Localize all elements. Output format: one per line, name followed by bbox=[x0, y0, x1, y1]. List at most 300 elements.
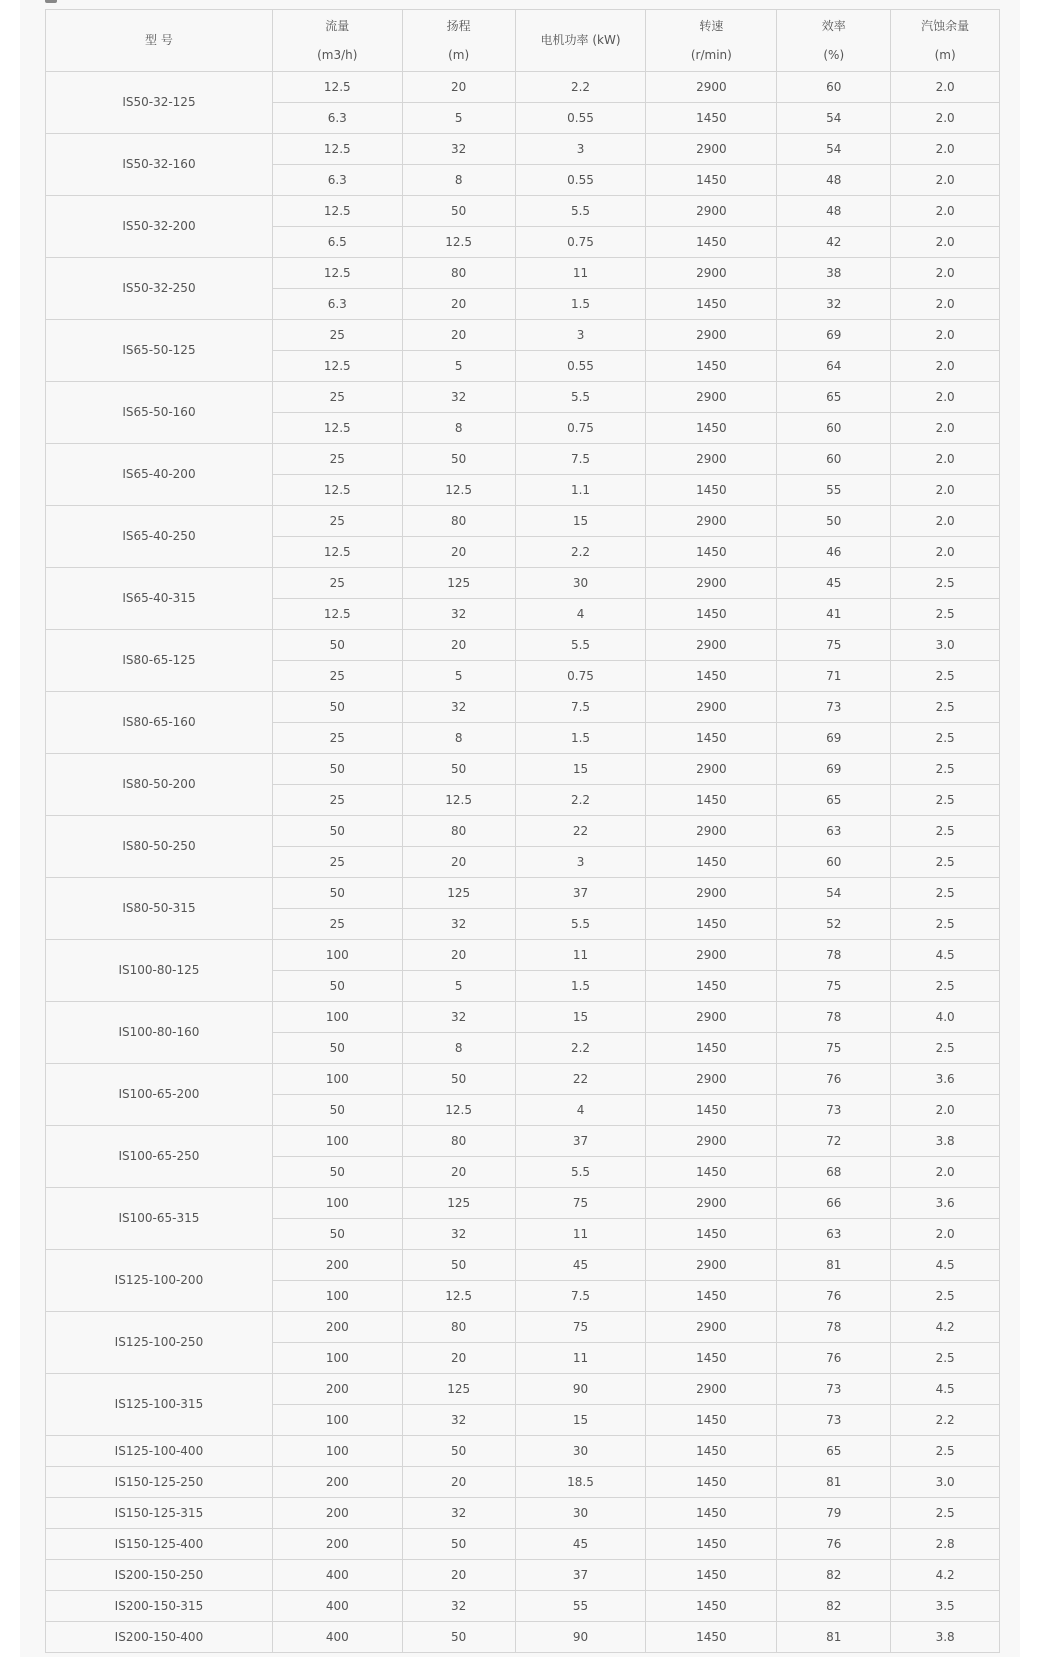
motor-power-cell: 5.5 bbox=[515, 196, 646, 227]
model-cell: IS65-50-160 bbox=[46, 382, 273, 444]
speed-cell: 1450 bbox=[646, 909, 777, 940]
head-cell: 5 bbox=[402, 103, 515, 134]
head-cell: 5 bbox=[402, 661, 515, 692]
head-cell: 50 bbox=[402, 196, 515, 227]
table-row bbox=[46, 320, 1000, 351]
npsh-cell: 2.0 bbox=[891, 258, 1000, 289]
npsh-cell: 3.0 bbox=[891, 1467, 1000, 1498]
npsh-cell: 2.5 bbox=[891, 1033, 1000, 1064]
flow-cell: 25 bbox=[272, 785, 402, 816]
motor-power-cell: 37 bbox=[515, 1126, 646, 1157]
npsh-cell: 3.6 bbox=[891, 1064, 1000, 1095]
model-cell: IS150-125-400 bbox=[46, 1529, 273, 1560]
speed-cell: 2900 bbox=[646, 1250, 777, 1281]
motor-power-cell: 5.5 bbox=[515, 909, 646, 940]
flow-cell: 25 bbox=[272, 568, 402, 599]
table-row bbox=[46, 568, 1000, 599]
speed-cell: 2900 bbox=[646, 506, 777, 537]
head-cell: 32 bbox=[402, 1405, 515, 1436]
speed-cell: 1450 bbox=[646, 847, 777, 878]
motor-power-cell: 37 bbox=[515, 878, 646, 909]
motor-power-cell: 4 bbox=[515, 1095, 646, 1126]
efficiency-cell: 63 bbox=[777, 816, 891, 847]
npsh-cell: 2.0 bbox=[891, 72, 1000, 103]
speed-cell: 2900 bbox=[646, 72, 777, 103]
flow-cell: 12.5 bbox=[272, 413, 402, 444]
npsh-cell: 2.0 bbox=[891, 444, 1000, 475]
efficiency-cell: 75 bbox=[777, 971, 891, 1002]
table-row bbox=[46, 258, 1000, 289]
head-cell: 20 bbox=[402, 847, 515, 878]
speed-cell: 2900 bbox=[646, 878, 777, 909]
efficiency-cell: 65 bbox=[777, 382, 891, 413]
flow-cell: 100 bbox=[272, 1064, 402, 1095]
head-cell: 50 bbox=[402, 1436, 515, 1467]
speed-cell: 1450 bbox=[646, 1467, 777, 1498]
npsh-cell: 2.5 bbox=[891, 971, 1000, 1002]
npsh-cell: 4.5 bbox=[891, 940, 1000, 971]
speed-cell: 1450 bbox=[646, 1498, 777, 1529]
flow-cell: 50 bbox=[272, 1219, 402, 1250]
speed-cell: 1450 bbox=[646, 723, 777, 754]
motor-power-cell: 0.75 bbox=[515, 661, 646, 692]
table-row bbox=[46, 1529, 1000, 1560]
model-cell: IS100-65-200 bbox=[46, 1064, 273, 1126]
motor-power-cell: 5.5 bbox=[515, 1157, 646, 1188]
speed-cell: 1450 bbox=[646, 1622, 777, 1653]
head-cell: 20 bbox=[402, 1560, 515, 1591]
motor-power-cell: 90 bbox=[515, 1374, 646, 1405]
npsh-cell: 2.5 bbox=[891, 754, 1000, 785]
table-row bbox=[46, 1560, 1000, 1591]
npsh-cell: 3.5 bbox=[891, 1591, 1000, 1622]
efficiency-cell: 73 bbox=[777, 692, 891, 723]
table-row bbox=[46, 1498, 1000, 1529]
head-cell: 5 bbox=[402, 971, 515, 1002]
model-cell: IS100-80-125 bbox=[46, 940, 273, 1002]
efficiency-cell: 68 bbox=[777, 1157, 891, 1188]
motor-power-cell: 2.2 bbox=[515, 72, 646, 103]
flow-cell: 50 bbox=[272, 971, 402, 1002]
motor-power-cell: 15 bbox=[515, 506, 646, 537]
motor-power-cell: 7.5 bbox=[515, 1281, 646, 1312]
efficiency-cell: 54 bbox=[777, 103, 891, 134]
speed-cell: 1450 bbox=[646, 1033, 777, 1064]
table-row bbox=[46, 134, 1000, 165]
npsh-cell: 2.0 bbox=[891, 103, 1000, 134]
flow-cell: 100 bbox=[272, 1002, 402, 1033]
head-cell: 50 bbox=[402, 1622, 515, 1653]
speed-cell: 1450 bbox=[646, 661, 777, 692]
speed-cell: 1450 bbox=[646, 475, 777, 506]
head-cell: 20 bbox=[402, 1343, 515, 1374]
flow-cell: 12.5 bbox=[272, 351, 402, 382]
motor-power-cell: 22 bbox=[515, 816, 646, 847]
npsh-cell: 2.0 bbox=[891, 506, 1000, 537]
speed-cell: 1450 bbox=[646, 1157, 777, 1188]
motor-power-cell: 2.2 bbox=[515, 785, 646, 816]
head-cell: 5 bbox=[402, 351, 515, 382]
speed-cell: 2900 bbox=[646, 754, 777, 785]
efficiency-cell: 73 bbox=[777, 1405, 891, 1436]
head-cell: 80 bbox=[402, 1312, 515, 1343]
head-cell: 12.5 bbox=[402, 475, 515, 506]
motor-power-cell: 45 bbox=[515, 1529, 646, 1560]
model-cell: IS65-40-315 bbox=[46, 568, 273, 630]
flow-cell: 12.5 bbox=[272, 196, 402, 227]
npsh-cell: 2.0 bbox=[891, 320, 1000, 351]
flow-cell: 25 bbox=[272, 506, 402, 537]
head-cell: 8 bbox=[402, 1033, 515, 1064]
npsh-cell: 2.8 bbox=[891, 1529, 1000, 1560]
speed-cell: 1450 bbox=[646, 413, 777, 444]
model-cell: IS50-32-160 bbox=[46, 134, 273, 196]
table-row bbox=[46, 1002, 1000, 1033]
head-cell: 80 bbox=[402, 1126, 515, 1157]
head-cell: 20 bbox=[402, 1157, 515, 1188]
table-row bbox=[46, 1126, 1000, 1157]
efficiency-cell: 52 bbox=[777, 909, 891, 940]
flow-cell: 25 bbox=[272, 320, 402, 351]
model-cell: IS100-65-315 bbox=[46, 1188, 273, 1250]
speed-cell: 2900 bbox=[646, 630, 777, 661]
header-flow: 流量 (m3/h) bbox=[272, 10, 402, 72]
top-fragment bbox=[45, 0, 57, 3]
motor-power-cell: 3 bbox=[515, 847, 646, 878]
head-cell: 32 bbox=[402, 909, 515, 940]
speed-cell: 1450 bbox=[646, 1405, 777, 1436]
speed-cell: 1450 bbox=[646, 537, 777, 568]
motor-power-cell: 30 bbox=[515, 568, 646, 599]
efficiency-cell: 41 bbox=[777, 599, 891, 630]
flow-cell: 200 bbox=[272, 1250, 402, 1281]
motor-power-cell: 7.5 bbox=[515, 444, 646, 475]
head-cell: 8 bbox=[402, 723, 515, 754]
npsh-cell: 2.5 bbox=[891, 1436, 1000, 1467]
flow-cell: 400 bbox=[272, 1622, 402, 1653]
motor-power-cell: 0.75 bbox=[515, 227, 646, 258]
head-cell: 8 bbox=[402, 165, 515, 196]
head-cell: 12.5 bbox=[402, 227, 515, 258]
speed-cell: 1450 bbox=[646, 1529, 777, 1560]
speed-cell: 1450 bbox=[646, 103, 777, 134]
efficiency-cell: 60 bbox=[777, 444, 891, 475]
motor-power-cell: 3 bbox=[515, 320, 646, 351]
motor-power-cell: 30 bbox=[515, 1498, 646, 1529]
npsh-cell: 2.5 bbox=[891, 723, 1000, 754]
head-cell: 32 bbox=[402, 692, 515, 723]
model-cell: IS50-32-125 bbox=[46, 72, 273, 134]
pump-spec-table bbox=[45, 9, 1000, 1653]
motor-power-cell: 37 bbox=[515, 1560, 646, 1591]
npsh-cell: 2.5 bbox=[891, 661, 1000, 692]
npsh-cell: 2.5 bbox=[891, 1281, 1000, 1312]
speed-cell: 2900 bbox=[646, 1374, 777, 1405]
npsh-cell: 2.2 bbox=[891, 1405, 1000, 1436]
motor-power-cell: 2.2 bbox=[515, 537, 646, 568]
head-cell: 50 bbox=[402, 1064, 515, 1095]
speed-cell: 2900 bbox=[646, 816, 777, 847]
motor-power-cell: 0.75 bbox=[515, 413, 646, 444]
efficiency-cell: 64 bbox=[777, 351, 891, 382]
head-cell: 32 bbox=[402, 1002, 515, 1033]
motor-power-cell: 5.5 bbox=[515, 382, 646, 413]
head-cell: 125 bbox=[402, 568, 515, 599]
npsh-cell: 2.0 bbox=[891, 1095, 1000, 1126]
flow-cell: 100 bbox=[272, 1281, 402, 1312]
model-cell: IS125-100-200 bbox=[46, 1250, 273, 1312]
npsh-cell: 2.5 bbox=[891, 599, 1000, 630]
npsh-cell: 3.8 bbox=[891, 1622, 1000, 1653]
table-row bbox=[46, 692, 1000, 723]
flow-cell: 50 bbox=[272, 630, 402, 661]
motor-power-cell: 90 bbox=[515, 1622, 646, 1653]
speed-cell: 2900 bbox=[646, 1312, 777, 1343]
speed-cell: 2900 bbox=[646, 258, 777, 289]
npsh-cell: 2.0 bbox=[891, 165, 1000, 196]
flow-cell: 200 bbox=[272, 1498, 402, 1529]
npsh-cell: 2.0 bbox=[891, 196, 1000, 227]
efficiency-cell: 46 bbox=[777, 537, 891, 568]
speed-cell: 1450 bbox=[646, 1591, 777, 1622]
efficiency-cell: 81 bbox=[777, 1250, 891, 1281]
table-row bbox=[46, 1467, 1000, 1498]
table-row bbox=[46, 196, 1000, 227]
model-cell: IS80-65-125 bbox=[46, 630, 273, 692]
speed-cell: 1450 bbox=[646, 351, 777, 382]
motor-power-cell: 0.55 bbox=[515, 165, 646, 196]
flow-cell: 100 bbox=[272, 1436, 402, 1467]
table-row bbox=[46, 1188, 1000, 1219]
npsh-cell: 2.0 bbox=[891, 537, 1000, 568]
model-cell: IS200-150-250 bbox=[46, 1560, 273, 1591]
model-cell: IS125-100-315 bbox=[46, 1374, 273, 1436]
speed-cell: 2900 bbox=[646, 134, 777, 165]
npsh-cell: 4.5 bbox=[891, 1250, 1000, 1281]
header-npsh: 汽蚀余量 (m) bbox=[891, 10, 1000, 72]
npsh-cell: 2.5 bbox=[891, 878, 1000, 909]
flow-cell: 12.5 bbox=[272, 258, 402, 289]
table-row bbox=[46, 1374, 1000, 1405]
flow-cell: 50 bbox=[272, 878, 402, 909]
npsh-cell: 2.0 bbox=[891, 413, 1000, 444]
efficiency-cell: 69 bbox=[777, 320, 891, 351]
flow-cell: 12.5 bbox=[272, 475, 402, 506]
efficiency-cell: 63 bbox=[777, 1219, 891, 1250]
speed-cell: 2900 bbox=[646, 444, 777, 475]
model-cell: IS65-40-250 bbox=[46, 506, 273, 568]
speed-cell: 2900 bbox=[646, 1126, 777, 1157]
npsh-cell: 2.5 bbox=[891, 692, 1000, 723]
efficiency-cell: 75 bbox=[777, 1033, 891, 1064]
flow-cell: 50 bbox=[272, 1095, 402, 1126]
flow-cell: 25 bbox=[272, 661, 402, 692]
speed-cell: 2900 bbox=[646, 940, 777, 971]
efficiency-cell: 73 bbox=[777, 1095, 891, 1126]
head-cell: 20 bbox=[402, 537, 515, 568]
npsh-cell: 3.8 bbox=[891, 1126, 1000, 1157]
flow-cell: 50 bbox=[272, 754, 402, 785]
npsh-cell: 2.5 bbox=[891, 568, 1000, 599]
model-cell: IS200-150-400 bbox=[46, 1622, 273, 1653]
flow-cell: 100 bbox=[272, 1405, 402, 1436]
table-row bbox=[46, 444, 1000, 475]
motor-power-cell: 1.5 bbox=[515, 289, 646, 320]
head-cell: 20 bbox=[402, 320, 515, 351]
flow-cell: 12.5 bbox=[272, 72, 402, 103]
header-speed: 转速 (r/min) bbox=[646, 10, 777, 72]
flow-cell: 100 bbox=[272, 1126, 402, 1157]
speed-cell: 1450 bbox=[646, 1436, 777, 1467]
efficiency-cell: 48 bbox=[777, 196, 891, 227]
head-cell: 20 bbox=[402, 72, 515, 103]
motor-power-cell: 45 bbox=[515, 1250, 646, 1281]
model-cell: IS50-32-250 bbox=[46, 258, 273, 320]
efficiency-cell: 76 bbox=[777, 1281, 891, 1312]
motor-power-cell: 11 bbox=[515, 258, 646, 289]
speed-cell: 1450 bbox=[646, 1343, 777, 1374]
flow-cell: 200 bbox=[272, 1467, 402, 1498]
npsh-cell: 2.0 bbox=[891, 1157, 1000, 1188]
header-row bbox=[46, 10, 1000, 72]
efficiency-cell: 71 bbox=[777, 661, 891, 692]
head-cell: 50 bbox=[402, 444, 515, 475]
efficiency-cell: 76 bbox=[777, 1529, 891, 1560]
model-cell: IS50-32-200 bbox=[46, 196, 273, 258]
motor-power-cell: 11 bbox=[515, 1343, 646, 1374]
speed-cell: 1450 bbox=[646, 1219, 777, 1250]
efficiency-cell: 48 bbox=[777, 165, 891, 196]
flow-cell: 50 bbox=[272, 1157, 402, 1188]
flow-cell: 12.5 bbox=[272, 134, 402, 165]
motor-power-cell: 15 bbox=[515, 1405, 646, 1436]
table-row bbox=[46, 630, 1000, 661]
motor-power-cell: 55 bbox=[515, 1591, 646, 1622]
speed-cell: 2900 bbox=[646, 1064, 777, 1095]
motor-power-cell: 3 bbox=[515, 134, 646, 165]
model-cell: IS100-80-160 bbox=[46, 1002, 273, 1064]
table-row bbox=[46, 878, 1000, 909]
npsh-cell: 2.0 bbox=[891, 289, 1000, 320]
head-cell: 32 bbox=[402, 599, 515, 630]
npsh-cell: 2.0 bbox=[891, 351, 1000, 382]
flow-cell: 25 bbox=[272, 382, 402, 413]
flow-cell: 200 bbox=[272, 1529, 402, 1560]
head-cell: 32 bbox=[402, 382, 515, 413]
motor-power-cell: 75 bbox=[515, 1312, 646, 1343]
npsh-cell: 2.0 bbox=[891, 1219, 1000, 1250]
speed-cell: 2900 bbox=[646, 1188, 777, 1219]
efficiency-cell: 69 bbox=[777, 754, 891, 785]
flow-cell: 25 bbox=[272, 847, 402, 878]
npsh-cell: 4.2 bbox=[891, 1560, 1000, 1591]
head-cell: 8 bbox=[402, 413, 515, 444]
model-cell: IS125-100-250 bbox=[46, 1312, 273, 1374]
flow-cell: 25 bbox=[272, 909, 402, 940]
head-cell: 12.5 bbox=[402, 1095, 515, 1126]
speed-cell: 1450 bbox=[646, 289, 777, 320]
efficiency-cell: 54 bbox=[777, 878, 891, 909]
efficiency-cell: 79 bbox=[777, 1498, 891, 1529]
efficiency-cell: 65 bbox=[777, 1436, 891, 1467]
efficiency-cell: 78 bbox=[777, 1312, 891, 1343]
table-row bbox=[46, 816, 1000, 847]
header-efficiency: 效率 (%) bbox=[777, 10, 891, 72]
efficiency-cell: 60 bbox=[777, 413, 891, 444]
motor-power-cell: 1.5 bbox=[515, 723, 646, 754]
speed-cell: 1450 bbox=[646, 1281, 777, 1312]
table-row bbox=[46, 1622, 1000, 1653]
speed-cell: 1450 bbox=[646, 1560, 777, 1591]
speed-cell: 2900 bbox=[646, 692, 777, 723]
motor-power-cell: 4 bbox=[515, 599, 646, 630]
npsh-cell: 2.5 bbox=[891, 1498, 1000, 1529]
header-motor-power: 电机功率 (kW) bbox=[515, 10, 646, 72]
model-cell: IS65-40-200 bbox=[46, 444, 273, 506]
motor-power-cell: 5.5 bbox=[515, 630, 646, 661]
head-cell: 50 bbox=[402, 1250, 515, 1281]
flow-cell: 6.3 bbox=[272, 289, 402, 320]
speed-cell: 2900 bbox=[646, 1002, 777, 1033]
speed-cell: 1450 bbox=[646, 785, 777, 816]
flow-cell: 6.3 bbox=[272, 103, 402, 134]
efficiency-cell: 66 bbox=[777, 1188, 891, 1219]
head-cell: 20 bbox=[402, 289, 515, 320]
flow-cell: 100 bbox=[272, 1188, 402, 1219]
flow-cell: 400 bbox=[272, 1560, 402, 1591]
efficiency-cell: 54 bbox=[777, 134, 891, 165]
table-row bbox=[46, 940, 1000, 971]
flow-cell: 25 bbox=[272, 723, 402, 754]
flow-cell: 200 bbox=[272, 1374, 402, 1405]
efficiency-cell: 82 bbox=[777, 1560, 891, 1591]
flow-cell: 200 bbox=[272, 1312, 402, 1343]
speed-cell: 1450 bbox=[646, 971, 777, 1002]
efficiency-cell: 32 bbox=[777, 289, 891, 320]
npsh-cell: 2.5 bbox=[891, 909, 1000, 940]
head-cell: 20 bbox=[402, 1467, 515, 1498]
npsh-cell: 2.5 bbox=[891, 847, 1000, 878]
flow-cell: 6.5 bbox=[272, 227, 402, 258]
motor-power-cell: 15 bbox=[515, 754, 646, 785]
head-cell: 80 bbox=[402, 258, 515, 289]
efficiency-cell: 65 bbox=[777, 785, 891, 816]
model-cell: IS65-50-125 bbox=[46, 320, 273, 382]
efficiency-cell: 60 bbox=[777, 847, 891, 878]
model-cell: IS150-125-250 bbox=[46, 1467, 273, 1498]
efficiency-cell: 81 bbox=[777, 1467, 891, 1498]
speed-cell: 1450 bbox=[646, 227, 777, 258]
head-cell: 20 bbox=[402, 630, 515, 661]
efficiency-cell: 76 bbox=[777, 1343, 891, 1374]
spec-table-body bbox=[46, 72, 1000, 1653]
head-cell: 50 bbox=[402, 754, 515, 785]
head-cell: 32 bbox=[402, 1498, 515, 1529]
flow-cell: 50 bbox=[272, 692, 402, 723]
model-cell: IS80-50-250 bbox=[46, 816, 273, 878]
flow-cell: 400 bbox=[272, 1591, 402, 1622]
efficiency-cell: 76 bbox=[777, 1064, 891, 1095]
flow-cell: 6.3 bbox=[272, 165, 402, 196]
model-cell: IS200-150-315 bbox=[46, 1591, 273, 1622]
efficiency-cell: 42 bbox=[777, 227, 891, 258]
flow-cell: 50 bbox=[272, 816, 402, 847]
head-cell: 32 bbox=[402, 134, 515, 165]
head-cell: 20 bbox=[402, 940, 515, 971]
efficiency-cell: 78 bbox=[777, 940, 891, 971]
head-cell: 32 bbox=[402, 1219, 515, 1250]
head-cell: 12.5 bbox=[402, 785, 515, 816]
